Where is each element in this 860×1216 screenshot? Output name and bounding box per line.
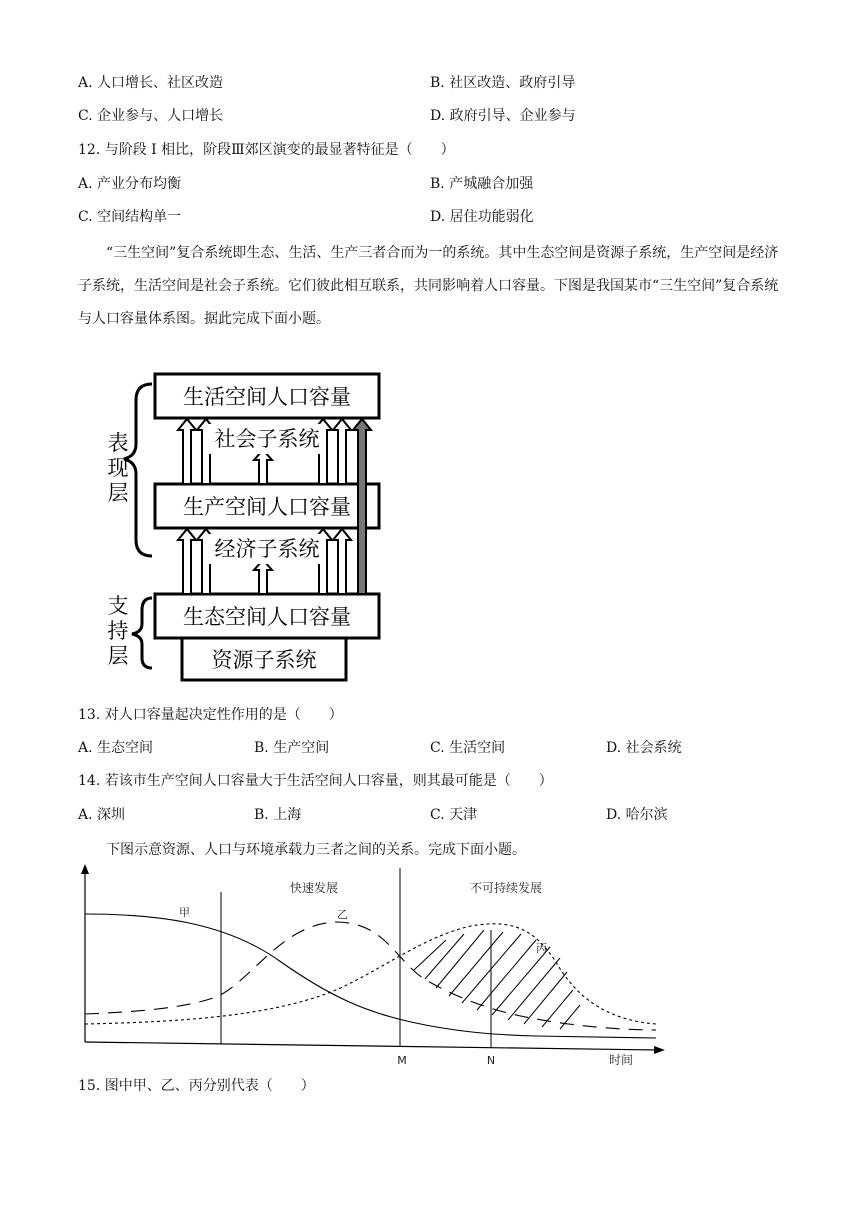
- curve-bing-label: 丙: [536, 942, 547, 955]
- sub-econ-text: 经济子系统: [214, 537, 320, 561]
- q11-option-b: B. 社区改造、政府引导: [430, 75, 576, 91]
- q11-option-c: C. 企业参与、人口增长: [78, 108, 224, 124]
- brace-bottom: [132, 598, 152, 668]
- intro-paragraph-sansheng: “三生空间”复合系统即生态、生活、生产三者合而为一的系统。其中生态空间是资源子系统，生产空间是经济子系统，生活空间是社会子系统。它们彼此相互联系，共同影响着人口容量。下图是我国某市“三生空间”复合系统与人口容量体系图。据此完成下面小题。: [78, 245, 779, 327]
- box-resource-subsystem-text: 资源子系统: [211, 648, 317, 672]
- q14-option-b: B. 上海: [254, 807, 302, 823]
- q12-stem: 12. 与阶段 I 相比，阶段Ⅲ郊区演变的最显著特征是（ ）: [78, 142, 455, 158]
- label-top-layer-1: 表: [107, 431, 129, 455]
- q11-option-d: D. 政府引导、企业参与: [430, 108, 576, 124]
- tick-m: M: [397, 1054, 407, 1067]
- x-axis-arrow: [654, 1046, 665, 1054]
- q14-stem: 14. 若该市生产空间人口容量大于生活空间人口容量，则其最可能是（ ）: [78, 773, 553, 789]
- q13-stem: 13. 对人口容量起决定性作用的是（ ）: [78, 707, 343, 723]
- q15-stem: 15. 图中甲、乙、丙分别代表（ ）: [78, 1078, 315, 1094]
- label-fast-development: 快速发展: [289, 881, 339, 895]
- intro-paragraph-graph: 下图示意资源、人口与环境承载力三者之间的关系。完成下面小题。: [106, 842, 526, 858]
- y-axis-arrow: [81, 864, 89, 874]
- q12-option-b: B. 产城融合加强: [430, 176, 534, 192]
- label-unsustainable: 不可持续发展: [469, 881, 543, 895]
- box-ecological-capacity-text: 生态空间人口容量: [183, 605, 351, 629]
- q12-option-c: C. 空间结构单一: [78, 209, 182, 225]
- label-bottom-layer-2: 持: [107, 619, 129, 643]
- arrow-up-5: [333, 419, 351, 484]
- arrow-up-3: [254, 450, 272, 484]
- q11-option-a: A. 人口增长、社区改造: [78, 75, 224, 91]
- q13-option-c: C. 生活空间: [430, 740, 506, 756]
- curve-yi: [85, 922, 656, 1030]
- x-axis: [85, 1042, 658, 1050]
- sub-social-text: 社会子系统: [214, 427, 320, 451]
- label-top-layer-3: 层: [107, 481, 129, 505]
- q13-option-b: B. 生产空间: [254, 740, 330, 756]
- arrow-low-5: [333, 529, 351, 594]
- q14-option-d: D. 哈尔滨: [606, 807, 668, 823]
- arrow-up-1: [178, 419, 196, 484]
- curve-yi-label: 乙: [337, 908, 348, 921]
- hatched-region: [414, 930, 580, 1029]
- x-axis-label: 时间: [608, 1053, 634, 1067]
- curve-jia-label: 甲: [179, 906, 190, 919]
- q12-option-a: A. 产业分布均衡: [78, 176, 182, 192]
- resource-population-graph: [66, 862, 672, 1072]
- sansheng-diagram: [96, 362, 396, 684]
- q12-option-d: D. 居住功能弱化: [430, 209, 534, 225]
- box-life-capacity-text: 生活空间人口容量: [183, 385, 351, 409]
- q13-option-a: A. 生态空间: [78, 740, 154, 756]
- box-production-capacity-text: 生产空间人口容量: [183, 495, 351, 519]
- q13-option-d: D. 社会系统: [606, 740, 682, 756]
- tick-n: N: [486, 1054, 496, 1067]
- arrow-low-3: [254, 560, 272, 594]
- curve-bing: [85, 924, 656, 1024]
- label-bottom-layer-3: 层: [107, 644, 129, 668]
- q14-option-a: A. 深圳: [78, 807, 126, 823]
- curve-jia: [85, 914, 656, 1038]
- label-top-layer-2: 现: [107, 456, 129, 480]
- arrow-low-1: [178, 529, 196, 594]
- label-bottom-layer-1: 支: [107, 594, 129, 618]
- q14-option-c: C. 天津: [430, 807, 478, 823]
